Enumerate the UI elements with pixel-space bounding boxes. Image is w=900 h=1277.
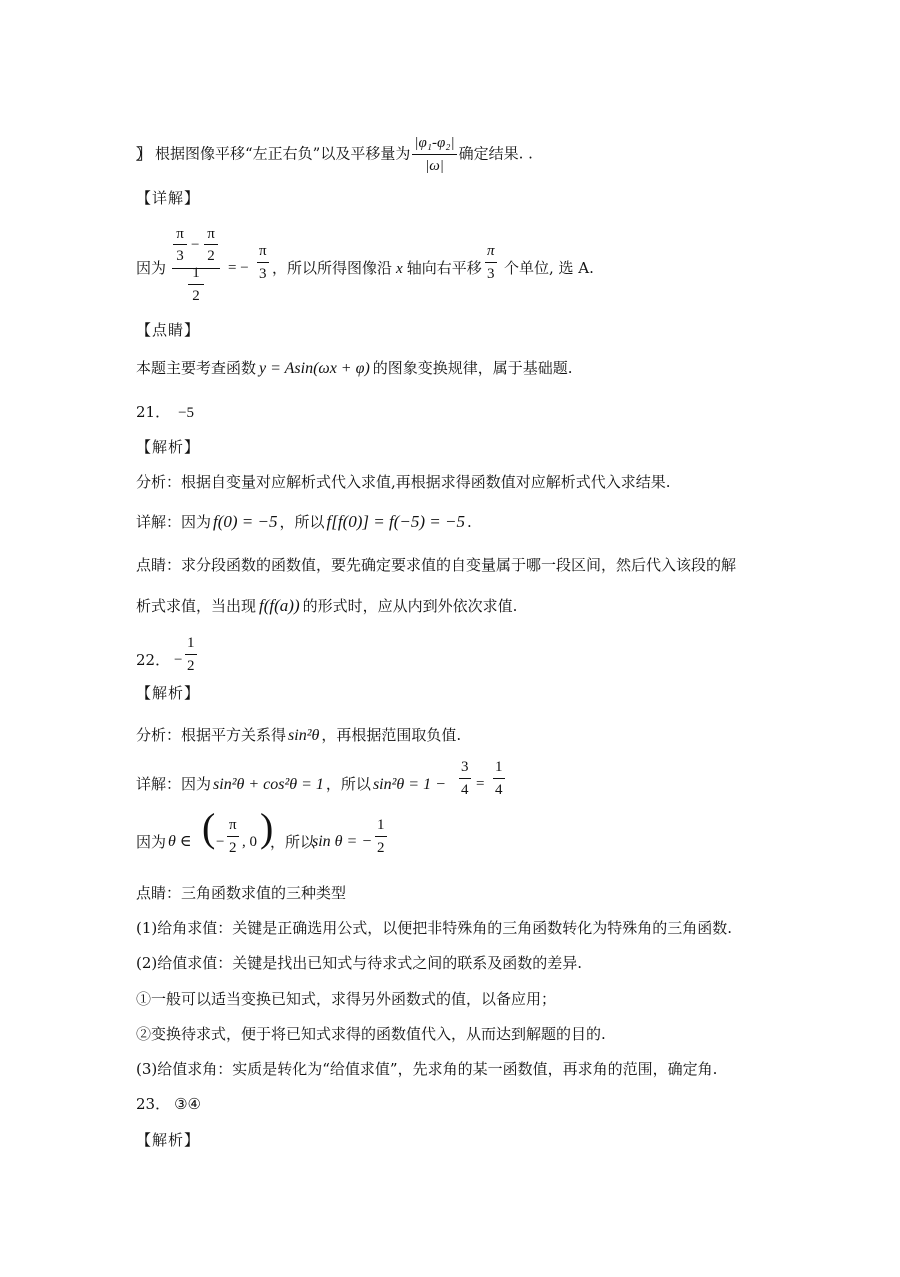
intro-before: 根据图像平移“左正右负”以及平移量为 — [155, 144, 411, 163]
q22-frac-3-4 — [459, 756, 471, 801]
shift-amount-den: 3 — [487, 266, 495, 282]
q22-analysis — [136, 725, 461, 746]
range-pi: π — [227, 814, 239, 837]
q22-detail-eq2: sin²θ = 1 − — [372, 776, 446, 793]
right-paren: ) — [260, 805, 274, 850]
q21-note2-after: 的形式时，应从内到外依次求值. — [302, 597, 518, 615]
range-zero: , 0 — [242, 834, 257, 850]
result-fraction — [257, 240, 269, 285]
half-den: 2 — [192, 288, 200, 304]
range-fraction — [227, 814, 239, 859]
shift-fraction — [412, 132, 456, 177]
q22-note-title: 点睛：三角函数求值的三种类型 — [136, 884, 347, 902]
q21-note2-formula: f(f(a)) — [259, 596, 300, 615]
q22-item1: (1)给角求值：关键是正确选用公式，以便把非特殊角的三角函数转化为特殊角的三角函数. — [136, 919, 733, 937]
range-minus: − — [216, 834, 225, 850]
q22-item3: (3)给值求角：实质是转化为“给值求值”，先求角的某一函数值，再求角的范围，确定角. — [136, 1060, 718, 1078]
q22-item2: (2)给值求值：关键是找出已知式与待求式之间的联系及函数的差异. — [136, 954, 583, 972]
q22-theta-in: θ ∈ — [168, 833, 192, 850]
q21-eq1: f(0) = −5 — [213, 512, 278, 531]
detail1-because: 因为 — [136, 259, 167, 277]
section-label-detail: 【详解】 — [136, 189, 201, 207]
detail1-mid: ，所以所得图像沿 — [272, 259, 393, 277]
pi3-num: π — [173, 224, 187, 245]
q22-f2-den: 4 — [495, 782, 503, 798]
q22-res-num: 1 — [375, 814, 387, 837]
q22-item2b: ②变换待求式，便于将已知式求得的函数值代入，从而达到解题的目的. — [136, 1025, 606, 1043]
q23-answer: ③④ — [174, 1095, 201, 1113]
q21-note2 — [136, 596, 517, 616]
q21-answer: −5 — [178, 405, 195, 421]
q21-detail — [136, 512, 472, 532]
review1-formula: y = Asin(ωx + φ) — [259, 360, 370, 377]
q22-analysis-before: 分析：根据平方关系得 — [136, 726, 287, 744]
bracket-glyph: 〗 — [136, 144, 152, 163]
q22-f1-num: 3 — [459, 756, 471, 779]
q23-header — [136, 1094, 201, 1114]
q22-ans-num: 1 — [185, 632, 197, 655]
review1-line — [136, 358, 573, 379]
q21-note1: 点睛：求分段函数的函数值，要先确定要求值的自变量属于哪一段区间，然后代入该段的解 — [136, 556, 737, 574]
q22-analysis-after: ，再根据范围取负值. — [321, 726, 462, 744]
range-two: 2 — [229, 840, 237, 856]
q22-minus: − — [174, 652, 183, 668]
q22-frac-1-4 — [493, 756, 505, 801]
pi2-den: 2 — [207, 248, 215, 264]
detail1-after: 轴向右平移 — [406, 259, 482, 277]
q22-range-mid: ，所以 — [270, 833, 316, 851]
q22-range-before: 因为 — [136, 833, 167, 851]
pi2-num: π — [204, 224, 218, 245]
shift-numerator: |φ₁-φ₂| — [412, 132, 456, 155]
shift-amount-num: π — [485, 240, 497, 263]
q23-label: 【解析】 — [136, 1131, 201, 1149]
minus-sign: − — [191, 237, 200, 253]
q21-detail-end: . — [466, 513, 472, 531]
q22-item2a: ①一般可以适当变换已知式，求得另外函数式的值，以备应用； — [136, 990, 557, 1008]
q21-note2-before: 析式求值，当出现 — [136, 597, 257, 615]
pi3-den: 3 — [176, 248, 184, 264]
q21-header — [136, 402, 194, 423]
q22-detail-group — [136, 774, 446, 795]
q21-detail-mid: ，所以 — [279, 513, 325, 531]
q22-res-den: 2 — [377, 840, 385, 856]
q23-number: 23． — [136, 1095, 171, 1113]
q22-label: 【解析】 — [136, 684, 201, 702]
left-paren: ( — [202, 805, 216, 850]
q22-detail-before: 详解：因为 — [136, 775, 212, 793]
x-axis-var: x — [396, 261, 403, 277]
intro-line — [136, 132, 533, 177]
q21-analysis: 分析：根据自变量对应解析式代入求值,再根据求得函数值对应解析式代入求结果. — [136, 473, 671, 491]
half-num: 1 — [188, 262, 204, 285]
q22-analysis-formula: sin²θ — [288, 727, 320, 744]
q21-eq2: f[f(0)] = f(−5) = −5 — [326, 512, 465, 531]
q22-detail-eq1: sin²θ + cos²θ = 1 — [213, 776, 324, 793]
review1-after: 的图象变换规律，属于基础题. — [372, 359, 573, 377]
detail1-mid-group — [272, 258, 482, 279]
q22-result-fraction — [375, 814, 387, 859]
q21-label: 【解析】 — [136, 438, 201, 456]
detail1-tail: 个单位, 选 A. — [504, 259, 594, 277]
section-label-review: 【点睛】 — [136, 321, 201, 339]
q21-detail-before: 详解：因为 — [136, 513, 212, 531]
result-num: π — [257, 240, 269, 263]
shift-amount-fraction — [485, 240, 497, 285]
compound-fraction — [172, 226, 228, 306]
shift-denominator: |ω| — [425, 158, 444, 174]
q22-equals: = — [476, 776, 485, 792]
q22-f1-den: 4 — [461, 782, 469, 798]
q22-sin-theta: sin θ = − — [312, 833, 373, 850]
equals-neg: = − — [228, 260, 249, 276]
q22-number: 22． — [136, 651, 171, 669]
q21-number: 21． — [136, 403, 171, 421]
intro-after: 确定结果. . — [458, 144, 533, 163]
review1-before: 本题主要考查函数 — [136, 359, 257, 377]
q22-answer-fraction — [185, 632, 197, 677]
q22-ans-den: 2 — [187, 658, 195, 674]
q22-detail-mid: ，所以 — [325, 775, 371, 793]
result-den: 3 — [259, 266, 267, 282]
q22-f2-num: 1 — [493, 756, 505, 779]
